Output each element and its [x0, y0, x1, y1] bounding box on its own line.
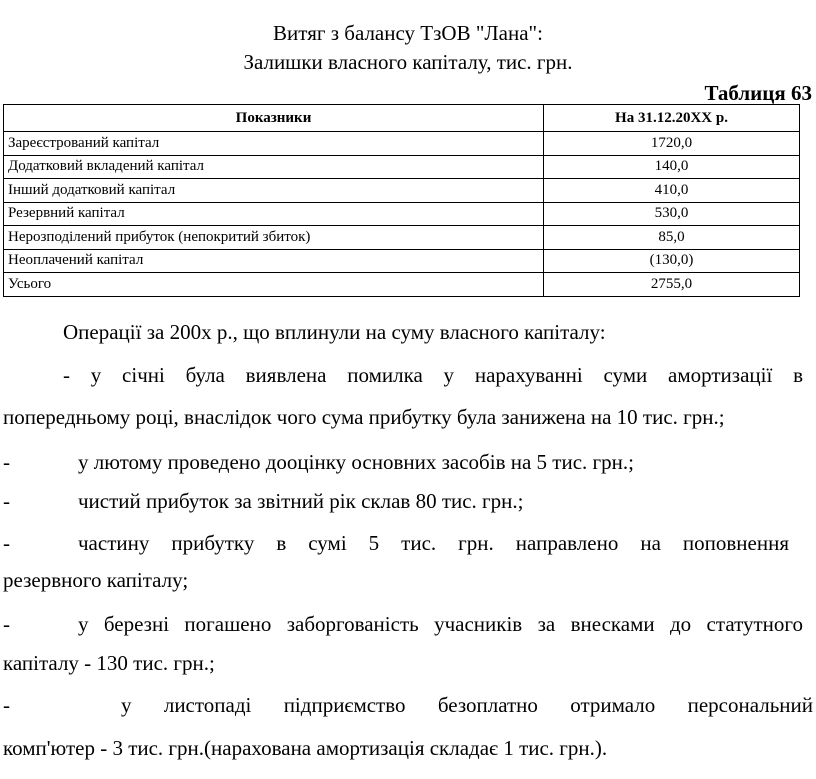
- operation-item-3-text: чистий прибуток за звітний рік склав 80 тис. грн.;: [78, 489, 524, 513]
- row-value: 85,0: [544, 226, 800, 250]
- operation-item-1-line1: - у січні була виявлена помилка у нарахуванні суми амортизації в: [63, 363, 803, 387]
- equity-table: [3, 104, 800, 297]
- operation-item-6-text: у листопаді підприємство безоплатно отримало персональний: [121, 693, 813, 717]
- column-header-indicators: Показники: [4, 105, 544, 132]
- operation-item-4-line2: резервного капіталу;: [3, 568, 189, 592]
- table-row: [4, 132, 800, 156]
- operation-item-6-line2: комп'ютер - 3 тис. грн.(нарахована амортизація складає 1 тис. грн.).: [3, 736, 608, 760]
- row-name: Усього: [4, 273, 544, 297]
- operation-item-5-text: у березні погашено заборгованість учасників за внесками до статутного: [78, 612, 803, 636]
- operation-item-1-line2: попередньому році, внаслідок чого сума прибутку була занижена на 10 тис. грн.;: [3, 405, 725, 429]
- row-name: Резервний капітал: [4, 202, 544, 226]
- operation-item-2-text: у лютому проведено дооцінку основних засобів на 5 тис. грн.;: [78, 450, 634, 474]
- table-label: Таблиця 63: [704, 81, 812, 105]
- table-row: [4, 226, 800, 250]
- operation-item-5-line2: капіталу - 130 тис. грн.;: [3, 651, 215, 675]
- list-dash: -: [3, 531, 10, 555]
- document-title: Витяг з балансу ТзОВ "Лана":: [273, 21, 543, 45]
- row-name: Нерозподілений прибуток (непокритий збиток): [4, 226, 544, 250]
- row-value: 410,0: [544, 179, 800, 203]
- list-dash: -: [3, 693, 10, 717]
- row-name: Неоплачений капітал: [4, 249, 544, 273]
- table-row: [4, 249, 800, 273]
- table-row: [4, 179, 800, 203]
- row-name: Додатковий вкладений капітал: [4, 155, 544, 179]
- document-subtitle: Залишки власного капіталу, тис. грн.: [243, 50, 573, 74]
- row-value: 530,0: [544, 202, 800, 226]
- table-row: [4, 202, 800, 226]
- table-header-row: [4, 105, 800, 132]
- column-header-date: На 31.12.20ХХ р.: [544, 105, 800, 132]
- operation-item-4-text: частину прибутку в сумі 5 тис. грн. направлено на поповнення: [78, 531, 789, 555]
- row-name: Зареєстрований капітал: [4, 132, 544, 156]
- list-dash: -: [3, 450, 10, 474]
- row-value: 140,0: [544, 155, 800, 179]
- row-value: 1720,0: [544, 132, 800, 156]
- row-value: (130,0): [544, 249, 800, 273]
- table-row-total: [4, 273, 800, 297]
- row-value: 2755,0: [544, 273, 800, 297]
- operations-intro: Операції за 200х р., що вплинули на суму власного капіталу:: [63, 320, 606, 344]
- list-dash: -: [3, 612, 10, 636]
- table-row: [4, 155, 800, 179]
- row-name: Інший додатковий капітал: [4, 179, 544, 203]
- list-dash: -: [3, 489, 10, 513]
